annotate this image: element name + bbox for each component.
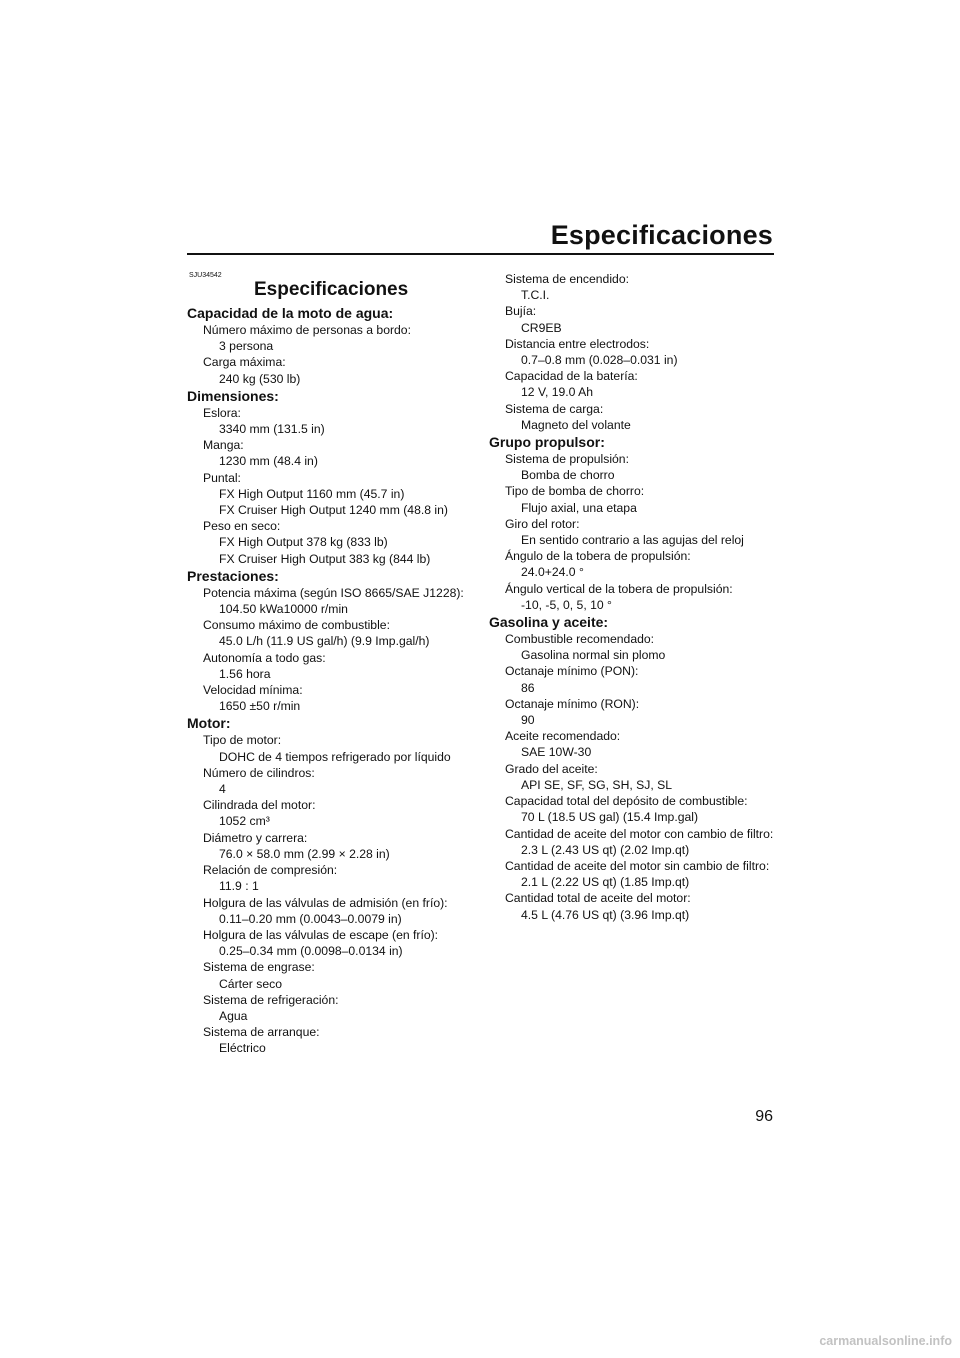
spec-value: FX Cruiser High Output 1240 mm (48.8 in) (219, 503, 448, 518)
spec-label: Cantidad de aceite del motor con cambio de filtro: (505, 826, 774, 841)
spec-label: Sistema de refrigeración: (203, 992, 339, 1007)
spec-value: FX High Output 378 kg (833 lb) (219, 535, 388, 550)
spec-label: Holgura de las válvulas de escape (en frío): (203, 927, 439, 942)
spec-value: 104.50 kWa10000 r/min (219, 602, 348, 617)
spec-value: 4.5 L (4.76 US qt) (3.96 Imp.qt) (521, 907, 690, 922)
spec-label: Capacidad total del depósito de combustible: (505, 794, 748, 809)
spec-label: Distancia entre electrodos: (505, 336, 650, 351)
spec-value: 70 L (18.5 US gal) (15.4 Imp.gal) (521, 810, 699, 825)
spec-label: Cilindrada del motor: (203, 798, 316, 813)
spec-label: Cantidad de aceite del motor sin cambio de filtro: (505, 858, 770, 873)
page-header-title: Especificaciones (550, 220, 773, 250)
spec-value: 0.11–0.20 mm (0.0043–0.0079 in) (219, 911, 402, 926)
spec-label: Puntal: (203, 470, 241, 485)
section-title: Capacidad de la moto de agua: (187, 305, 394, 321)
spec-label: Diámetro y carrera: (203, 830, 308, 845)
left-sections (187, 305, 477, 1057)
spec-label: Número máximo de personas a bordo: (203, 323, 411, 337)
spec-label: Ángulo de la tobera de propulsión: (505, 549, 691, 564)
spec-label: Octanaje mínimo (RON): (505, 696, 640, 711)
spec-label: Grado del aceite: (505, 761, 598, 776)
spec-value: 1052 cm³ (219, 814, 270, 829)
spec-label: Eslora: (203, 405, 241, 420)
page-number: 96 (755, 1108, 773, 1125)
spec-value: T.C.I. (521, 288, 550, 303)
spec-column-right (489, 271, 784, 923)
spec-value: FX High Output 1160 mm (45.7 in) (219, 486, 405, 501)
watermark: carmanualsonline.info (819, 1334, 952, 1348)
spec-value: 3340 mm (131.5 in) (219, 422, 325, 437)
spec-value: 0.7–0.8 mm (0.028–0.031 in) (521, 353, 678, 368)
right-sections (489, 271, 784, 923)
spec-value: Bomba de chorro (521, 468, 615, 483)
spec-value: 1.56 hora (219, 666, 271, 681)
section-title: Gasolina y aceite: (489, 614, 609, 631)
spec-label: Aceite recomendado: (505, 729, 621, 744)
spec-value: Flujo axial, una etapa (521, 500, 637, 515)
spec-label: Sistema de propulsión: (505, 452, 629, 467)
spec-column-left (187, 271, 477, 1057)
spec-label: Capacidad de la batería: (505, 369, 638, 384)
spec-label: Sistema de carga: (505, 401, 604, 416)
spec-value: -10, -5, 0, 5, 10 ° (521, 597, 612, 612)
spec-value: SAE 10W-30 (521, 745, 592, 760)
spec-value: 1230 mm (48.4 in) (219, 454, 318, 469)
spec-label: Ángulo vertical de la tobera de propulsión: (505, 581, 733, 596)
spec-value: 3 persona (219, 339, 274, 354)
section-title: Prestaciones: (187, 567, 279, 584)
spec-value: 76.0 × 58.0 mm (2.99 × 2.28 in) (219, 846, 390, 861)
spec-label: Bujía: (505, 304, 537, 319)
spec-value: 4 (219, 782, 226, 797)
spec-label: Consumo máximo de combustible: (203, 618, 390, 633)
spec-value: 11.9 : 1 (219, 879, 259, 894)
section-title: Motor: (187, 715, 231, 732)
spec-section (489, 614, 784, 923)
spec-value: FX Cruiser High Output 383 kg (844 lb) (219, 551, 431, 566)
spec-section (489, 434, 784, 613)
spec-label: Giro del rotor: (505, 516, 580, 531)
spec-value: 0.25–0.34 mm (0.0098–0.0134 in) (219, 944, 403, 959)
spec-label: Tipo de bomba de chorro: (505, 484, 645, 499)
spec-value: Magneto del volante (521, 417, 631, 432)
spec-label: Combustible recomendado: (505, 632, 655, 647)
spec-label: Sistema de encendido: (505, 272, 629, 286)
main-title: Especificaciones (254, 279, 409, 300)
spec-section (187, 305, 477, 387)
spec-value: 24.0+24.0 ° (521, 565, 584, 580)
spec-section (187, 715, 477, 1056)
spec-label: Sistema de engrase: (203, 960, 315, 975)
spec-label: Manga: (203, 438, 244, 453)
section-title: Dimensiones: (187, 387, 279, 404)
header-rule (187, 253, 774, 255)
spec-value: 240 kg (530 lb) (219, 371, 301, 386)
spec-section (187, 568, 477, 715)
spec-label: Peso en seco: (203, 519, 281, 534)
spec-value: 2.3 L (2.43 US qt) (2.02 Imp.qt) (521, 842, 690, 857)
spec-value: 2.1 L (2.22 US qt) (1.85 Imp.qt) (521, 875, 690, 890)
spec-label: Cantidad total de aceite del motor: (505, 891, 691, 906)
spec-label: Potencia máxima (según ISO 8665/SAE J1228): (203, 585, 464, 600)
spec-value: API SE, SF, SG, SH, SJ, SL (521, 777, 673, 792)
spec-value: 86 (521, 680, 535, 695)
spec-label: Octanaje mínimo (PON): (505, 664, 639, 679)
spec-value: Eléctrico (219, 1041, 266, 1056)
spec-label: Relación de compresión: (203, 863, 338, 878)
spec-value: 90 (521, 713, 535, 728)
spec-value: DOHC de 4 tiempos refrigerado por líquido (219, 749, 451, 764)
spec-value: Cárter seco (219, 976, 282, 991)
spec-label: Carga máxima: (203, 355, 286, 370)
spec-value: 45.0 L/h (11.9 US gal/h) (9.9 Imp.gal/h) (219, 634, 430, 649)
spec-value: Gasolina normal sin plomo (521, 648, 666, 663)
spec-value: En sentido contrario a las agujas del reloj (521, 533, 744, 548)
doc-code: SJU34542 (189, 272, 222, 279)
spec-label: Holgura de las válvulas de admisión (en frío): (203, 895, 448, 910)
spec-label: Velocidad mínima: (203, 683, 303, 698)
spec-section (187, 388, 477, 567)
spec-value: 1650 ±50 r/min (219, 699, 301, 714)
spec-label: Sistema de arranque: (203, 1025, 320, 1040)
spec-value: 12 V, 19.0 Ah (521, 385, 594, 400)
spec-label: Autonomía a todo gas: (203, 650, 326, 665)
spec-label: Tipo de motor: (203, 733, 282, 748)
spec-value: CR9EB (521, 320, 562, 335)
section-title: Grupo propulsor: (489, 434, 605, 451)
spec-section (489, 271, 784, 433)
spec-label: Número de cilindros: (203, 765, 315, 780)
spec-value: Agua (219, 1008, 248, 1023)
